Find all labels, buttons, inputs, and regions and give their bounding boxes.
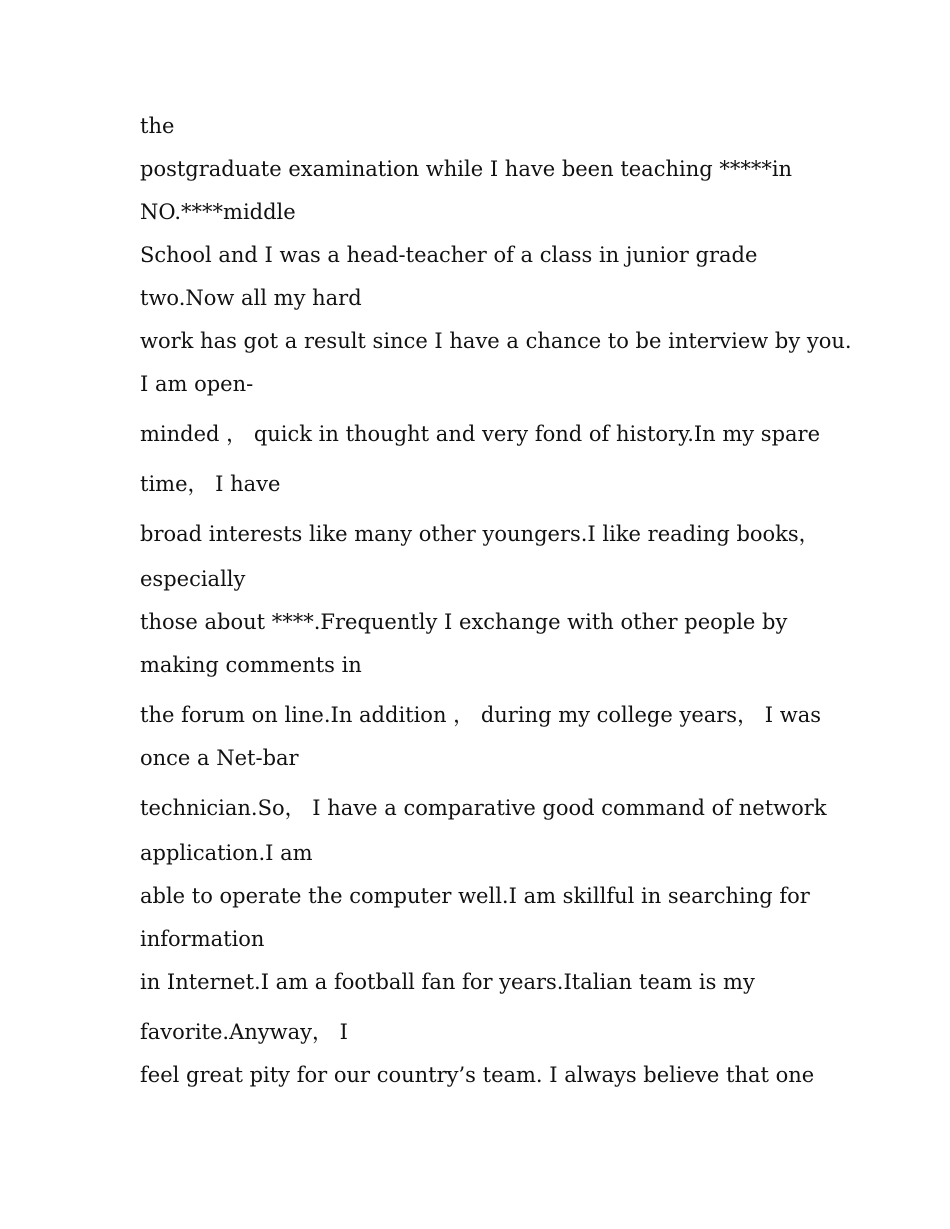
text-line: able to operate the computer well.I am skillful in searching for — [140, 884, 810, 908]
text-line: broad interests like many other youngers.I like reading books， — [140, 522, 820, 546]
text-line: the forum on line.In addition ， during my college years， I was — [140, 703, 822, 727]
text-line: those about ****.Frequently I exchange with other people by — [140, 610, 788, 634]
text-line: the — [140, 114, 175, 138]
text-line: application.I am — [140, 841, 313, 865]
text-line: work has got a result since I have a chance to be interview by you. — [140, 329, 852, 353]
text-line: making comments in — [140, 653, 362, 677]
text-line: time， I have — [140, 472, 281, 496]
text-line: favorite.Anyway， I — [140, 1020, 348, 1044]
text-line: postgraduate examination while I have been teaching *****in — [140, 157, 793, 181]
text-line: two.Now all my hard — [140, 286, 362, 310]
text-line: NO.****middle — [140, 200, 296, 224]
text-line: feel great pity for our country’s team. I always believe that one — [140, 1063, 815, 1087]
text-line: I am open- — [140, 372, 254, 396]
text-line: minded ， quick in thought and very fond of history.In my spare — [140, 422, 821, 446]
body-text — [140, 111, 852, 1103]
text-line: School and I was a head-teacher of a class in junior grade — [140, 243, 758, 267]
text-line: technician.So， I have a comparative good command of network — [140, 796, 827, 820]
text-line: in Internet.I am a football fan for years.Italian team is my — [140, 970, 755, 994]
text-line: once a Net-bar — [140, 746, 299, 770]
text-line: especially — [140, 567, 246, 591]
text-line: information — [140, 927, 265, 951]
